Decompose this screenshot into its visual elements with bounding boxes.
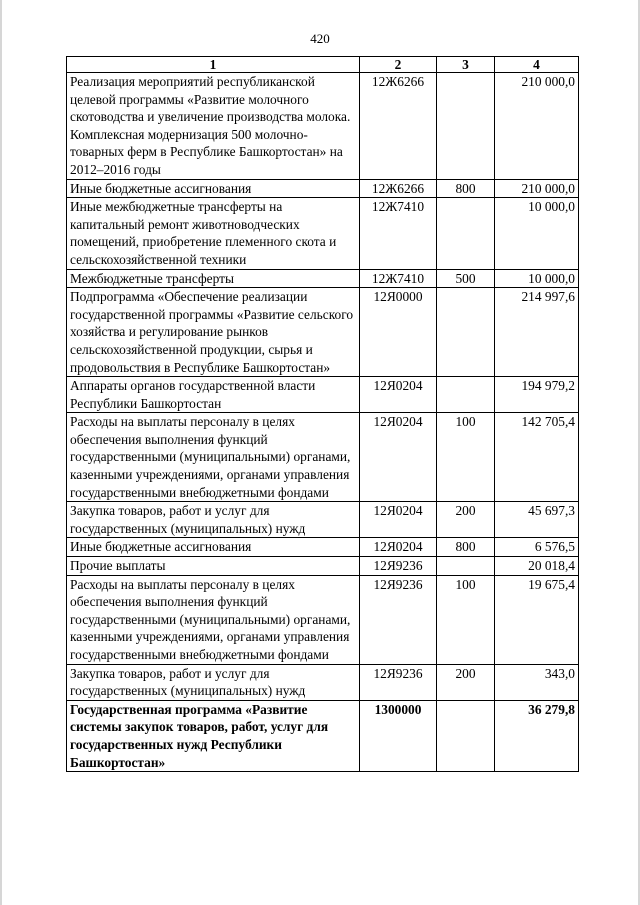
column-header-2: 2 xyxy=(360,57,437,73)
table-header-row xyxy=(67,57,579,73)
row-name-cell: Иные бюджетные ассигнования xyxy=(67,179,360,198)
row-type-cell: 200 xyxy=(437,664,495,700)
row-amount-cell: 142 705,4 xyxy=(495,413,579,502)
row-amount-cell: 10 000,0 xyxy=(495,269,579,288)
row-code-cell: 12Я9236 xyxy=(360,575,437,664)
row-type-cell: 800 xyxy=(437,179,495,198)
table-row xyxy=(67,269,579,288)
row-code-cell: 12Я0000 xyxy=(360,288,437,377)
row-code-cell: 12Я9236 xyxy=(360,664,437,700)
row-amount-cell: 6 576,5 xyxy=(495,538,579,557)
row-type-cell xyxy=(437,377,495,413)
row-type-cell: 100 xyxy=(437,413,495,502)
row-type-cell: 200 xyxy=(437,502,495,538)
row-code-cell: 12Я0204 xyxy=(360,538,437,557)
table-row xyxy=(67,664,579,700)
row-amount-cell: 36 279,8 xyxy=(495,700,579,771)
table-row xyxy=(67,557,579,576)
row-code-cell: 12Я0204 xyxy=(360,377,437,413)
row-type-cell: 800 xyxy=(437,538,495,557)
scan-edge-left xyxy=(0,0,2,905)
row-code-cell: 12Ж6266 xyxy=(360,73,437,180)
row-code-cell: 1300000 xyxy=(360,700,437,771)
table-body xyxy=(67,73,579,772)
table-row xyxy=(67,198,579,269)
row-type-cell xyxy=(437,198,495,269)
row-code-cell: 12Я9236 xyxy=(360,557,437,576)
table-row xyxy=(67,538,579,557)
row-code-cell: 12Я0204 xyxy=(360,413,437,502)
row-name-cell: Межбюджетные трансферты xyxy=(67,269,360,288)
table-row xyxy=(67,73,579,180)
table-row xyxy=(67,575,579,664)
table-row xyxy=(67,502,579,538)
row-name-cell: Закупка товаров, работ и услуг для государственных (муниципальных) нужд xyxy=(67,664,360,700)
table-row xyxy=(67,377,579,413)
row-code-cell: 12Ж6266 xyxy=(360,179,437,198)
row-amount-cell: 210 000,0 xyxy=(495,179,579,198)
row-amount-cell: 194 979,2 xyxy=(495,377,579,413)
row-code-cell: 12Ж7410 xyxy=(360,269,437,288)
row-type-cell xyxy=(437,700,495,771)
row-amount-cell: 214 997,6 xyxy=(495,288,579,377)
row-name-cell: Расходы на выплаты персоналу в целях обеспечения выполнения функций государственными (муниципальными) органами, казенными учреждениями, органами управления государственными внебюджетными фондами xyxy=(67,413,360,502)
row-name-cell: Государственная программа «Развитие системы закупок товаров, работ, услуг для государственных нужд Республики Башкортостан» xyxy=(67,700,360,771)
row-name-cell: Иные межбюджетные трансферты на капитальный ремонт животноводческих помещений, приобретение племенного скота и сельскохозяйственной техники xyxy=(67,198,360,269)
row-code-cell: 12Я0204 xyxy=(360,502,437,538)
row-name-cell: Прочие выплаты xyxy=(67,557,360,576)
row-type-cell: 100 xyxy=(437,575,495,664)
budget-table xyxy=(66,56,579,772)
row-amount-cell: 19 675,4 xyxy=(495,575,579,664)
row-code-cell: 12Ж7410 xyxy=(360,198,437,269)
row-amount-cell: 20 018,4 xyxy=(495,557,579,576)
table-row xyxy=(67,179,579,198)
row-amount-cell: 210 000,0 xyxy=(495,73,579,180)
row-name-cell: Закупка товаров, работ и услуг для государственных (муниципальных) нужд xyxy=(67,502,360,538)
row-type-cell xyxy=(437,73,495,180)
page-number: 420 xyxy=(310,31,330,46)
row-name-cell: Расходы на выплаты персоналу в целях обеспечения выполнения функций государственными (муниципальными) органами, казенными учреждениями, органами управления государственными внебюджетными фондами xyxy=(67,575,360,664)
row-name-cell: Подпрограмма «Обеспечение реализации государственной программы «Развитие сельского хозяйства и регулирование рынков сельскохозяйственной продукции, сырья и продовольствия в Республике Башкортостан» xyxy=(67,288,360,377)
row-type-cell: 500 xyxy=(437,269,495,288)
table-row xyxy=(67,413,579,502)
row-amount-cell: 45 697,3 xyxy=(495,502,579,538)
column-header-4: 4 xyxy=(495,57,579,73)
row-name-cell: Реализация мероприятий республиканской целевой программы «Развитие молочного скотоводства и увеличение производства молока. Комплексная модернизация 500 молочно-товарных ферм в Республике Башкортостан» на 2012–2016 годы xyxy=(67,73,360,180)
column-header-3: 3 xyxy=(437,57,495,73)
table-row xyxy=(67,288,579,377)
row-amount-cell: 10 000,0 xyxy=(495,198,579,269)
row-type-cell xyxy=(437,557,495,576)
row-name-cell: Иные бюджетные ассигнования xyxy=(67,538,360,557)
column-header-1: 1 xyxy=(67,57,360,73)
row-type-cell xyxy=(437,288,495,377)
table-row xyxy=(67,700,579,771)
row-name-cell: Аппараты органов государственной власти Республики Башкортостан xyxy=(67,377,360,413)
row-amount-cell: 343,0 xyxy=(495,664,579,700)
